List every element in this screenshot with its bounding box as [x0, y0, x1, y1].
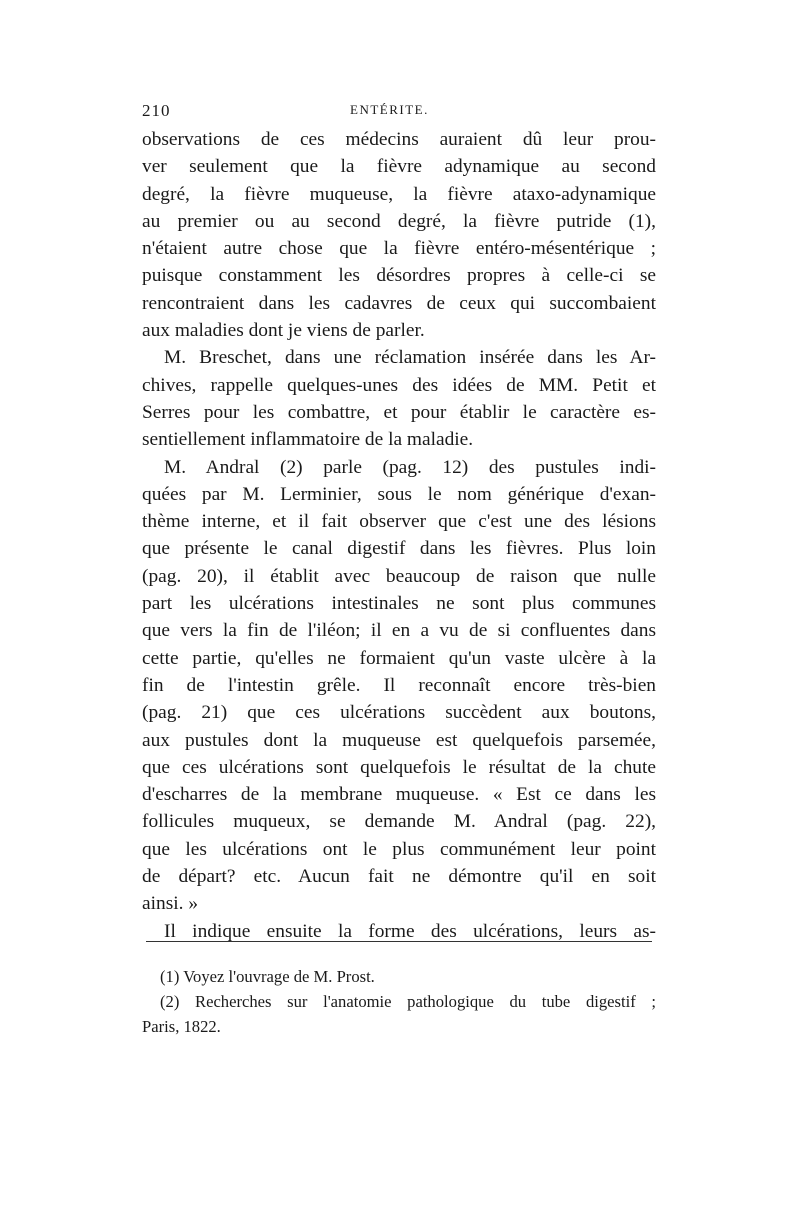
- text-line: que ces ulcérations sont quelquefois le résultat de la chute: [142, 756, 656, 778]
- text-line: de départ? etc. Aucun fait ne démontre qu'il en soit: [142, 866, 656, 888]
- text-line: cette partie, qu'elles ne formaient qu'un vaste ulcère à la: [142, 647, 656, 669]
- text-line: chives, rappelle quelques-unes des idées de MM. Petit et: [142, 374, 656, 396]
- footnotes: [142, 964, 656, 1039]
- text-line: Serres pour les combattre, et pour établir le caractère es-: [142, 401, 656, 423]
- text-line: follicules muqueux, se demande M. Andral (pag. 22),: [142, 811, 656, 833]
- text-line: degré, la fièvre muqueuse, la fièvre ataxo-adynamique: [142, 183, 656, 205]
- text-line: d'escharres de la membrane muqueuse. « Est ce dans les: [142, 784, 656, 806]
- footnote-1: (1) Voyez l'ouvrage de M. Prost.: [160, 967, 375, 986]
- footnote-2-continuation: Paris, 1822.: [142, 1017, 221, 1036]
- text-line: rencontraient dans les cadavres de ceux qui succombaient: [142, 292, 656, 314]
- text-line: M. Andral (2) parle (pag. 12) des pustules indi-: [164, 456, 656, 478]
- page-header: [142, 101, 656, 125]
- text-line: puisque constamment les désordres propres à celle-ci se: [142, 265, 656, 287]
- text-line: M. Breschet, dans une réclamation insérée dans les Ar-: [164, 347, 656, 369]
- text-line: au premier ou au second degré, la fièvre putride (1),: [142, 210, 656, 232]
- text-line: que vers la fin de l'iléon; il en a vu de si confluentes dans: [142, 620, 656, 642]
- text-line: observations de ces médecins auraient dû leur prou-: [142, 129, 656, 150]
- text-line: aux maladies dont je viens de parler.: [142, 320, 425, 342]
- text-line: aux pustules dont la muqueuse est quelquefois parsemée,: [142, 729, 656, 751]
- text-line: sentiellement inflammatoire de la maladie.: [142, 429, 474, 451]
- running-title: ENTÉRITE.: [350, 102, 429, 117]
- footnote-rule: [146, 941, 652, 942]
- text-line: ainsi. »: [142, 893, 199, 915]
- footnote-2: (2) Recherches sur l'anatomie pathologique du tube digestif ;: [160, 992, 656, 1011]
- text-line: ver seulement que la fièvre adynamique au second: [142, 156, 656, 178]
- page-number: 210: [142, 101, 171, 120]
- text-line: quées par M. Lerminier, sous le nom générique d'exan-: [142, 483, 656, 505]
- body-text: [142, 126, 656, 945]
- text-line: fin de l'intestin grêle. Il reconnaît encore très-bien: [142, 674, 656, 696]
- text-line: (pag. 20), il établit avec beaucoup de raison que nulle: [142, 565, 656, 587]
- text-line: thème interne, et il fait observer que c'est une des lésions: [142, 511, 656, 533]
- text-line: (pag. 21) que ces ulcérations succèdent aux boutons,: [142, 702, 656, 724]
- text-line: n'étaient autre chose que la fièvre entéro-mésentérique ;: [142, 238, 656, 260]
- text-line: que présente le canal digestif dans les fièvres. Plus loin: [142, 538, 656, 560]
- text-line: part les ulcérations intestinales ne sont plus communes: [142, 593, 656, 615]
- text-line: que les ulcérations ont le plus communément leur point: [142, 838, 656, 860]
- text-line: Il indique ensuite la forme des ulcérations, leurs as-: [164, 920, 656, 942]
